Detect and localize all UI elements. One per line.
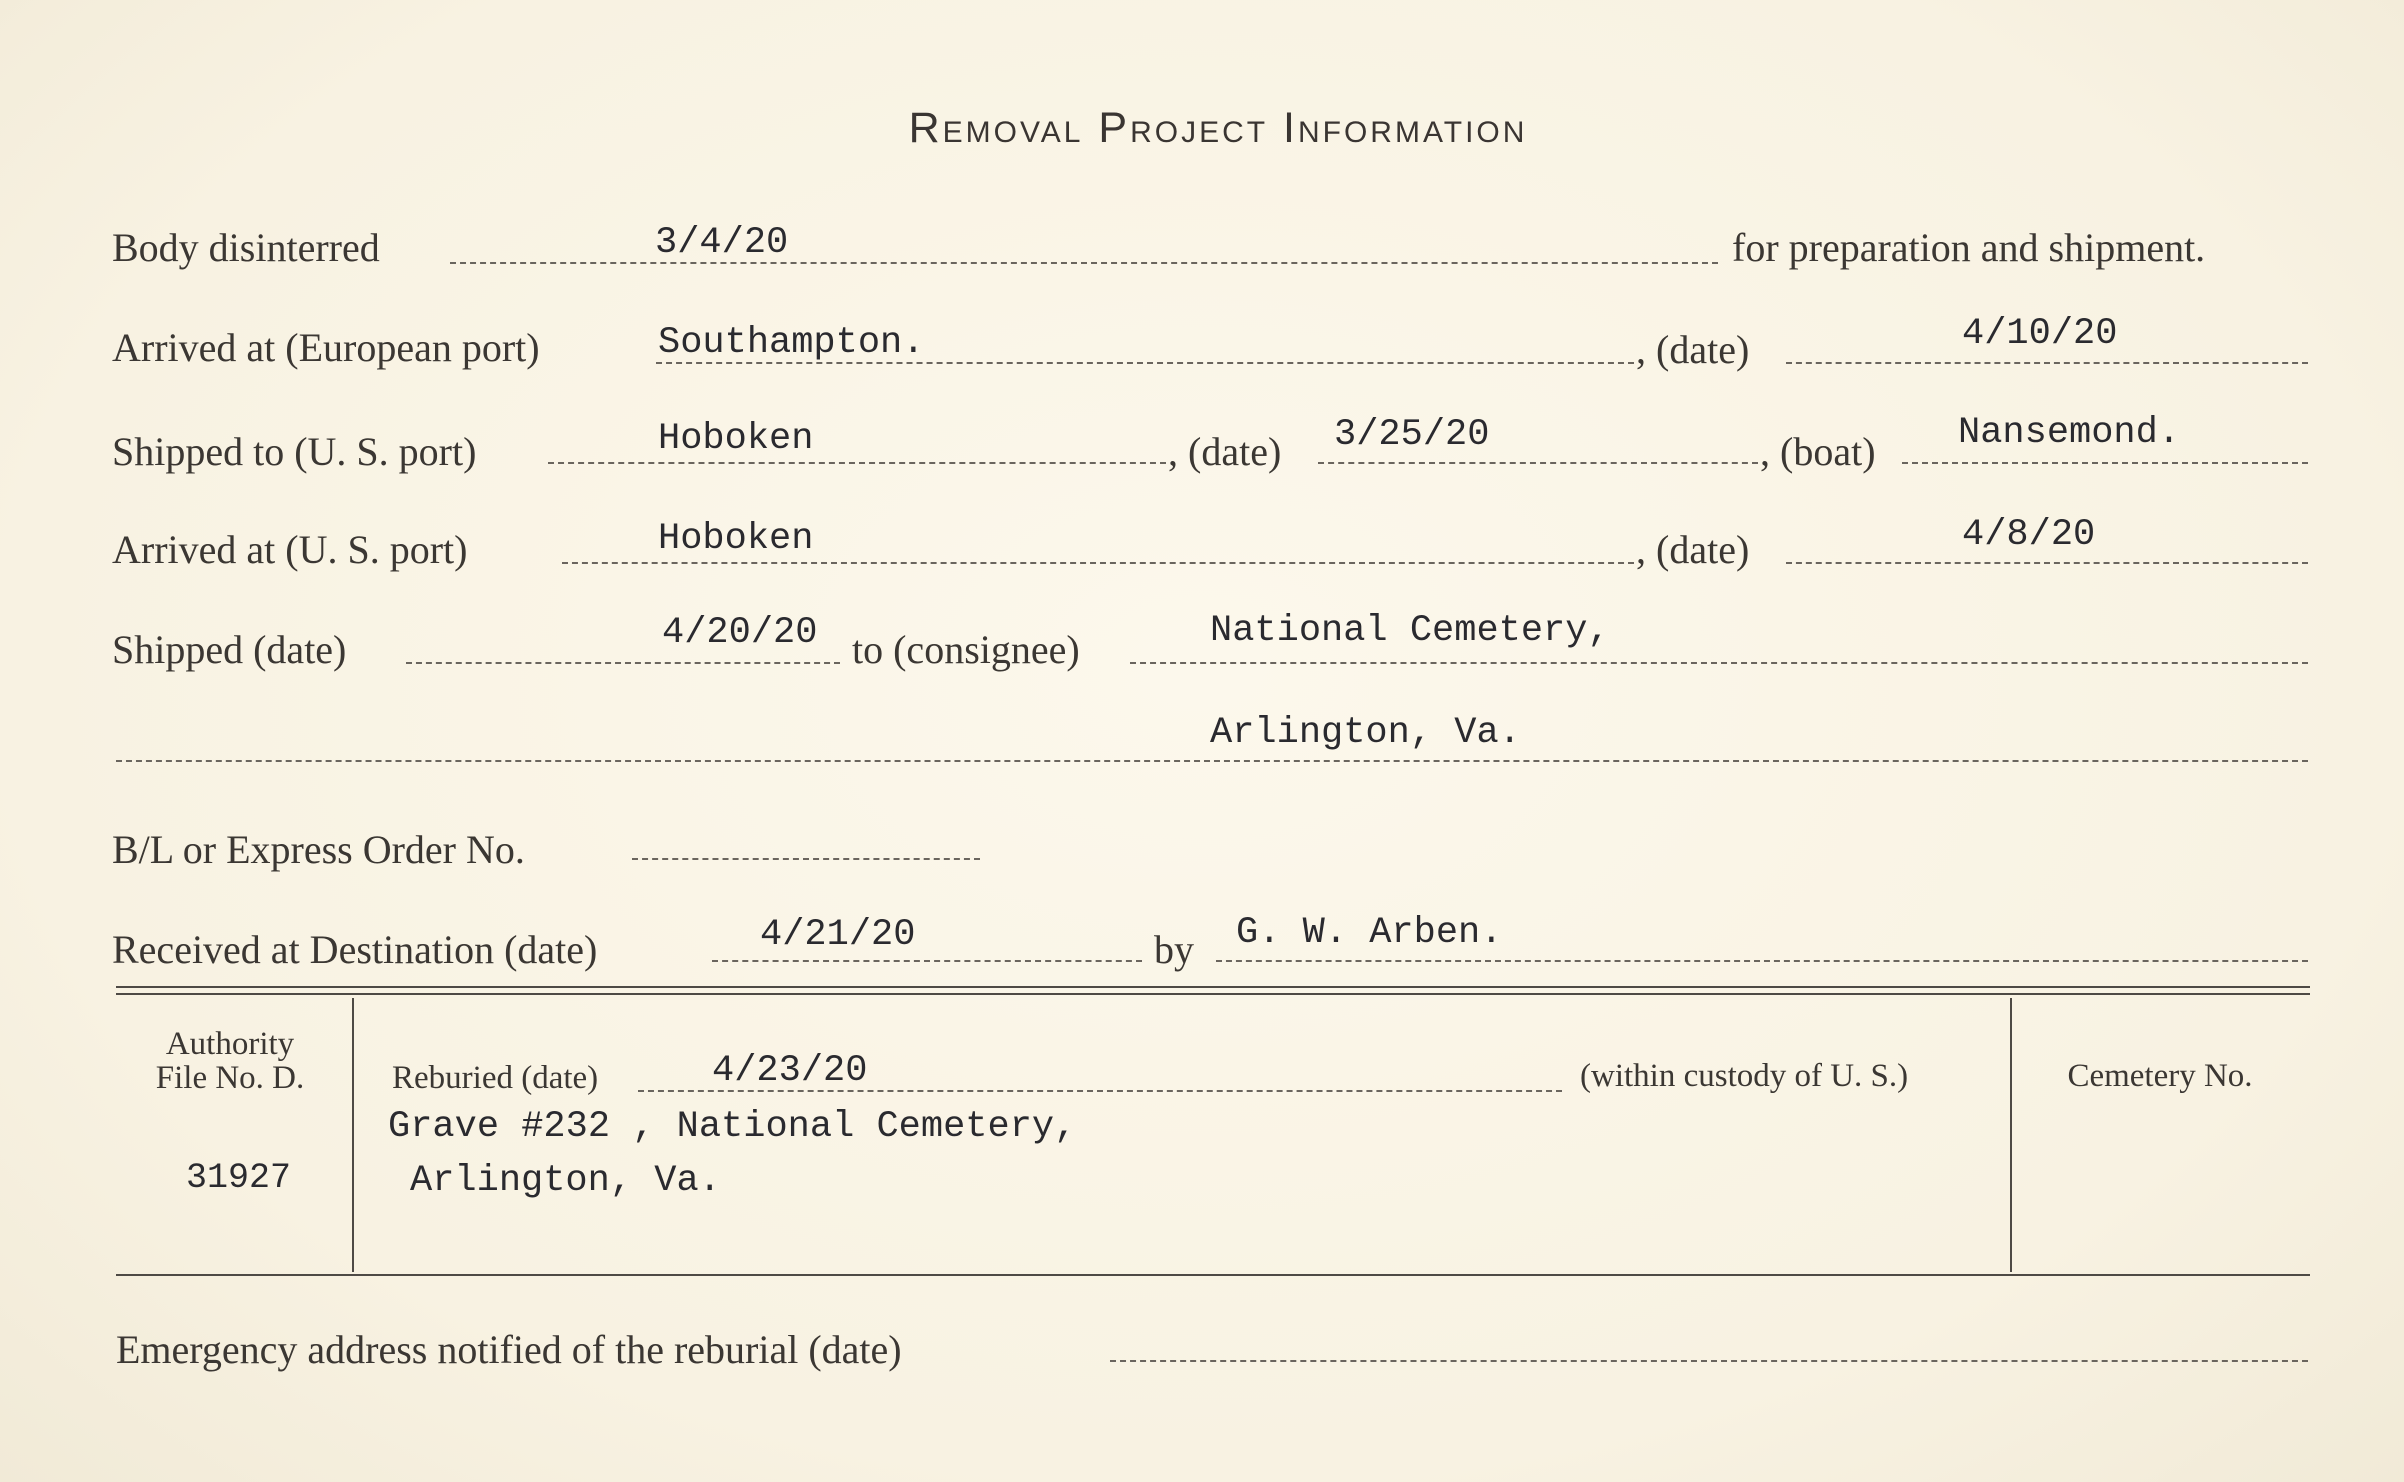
bl-order-label: B/L or Express Order No. xyxy=(112,827,525,872)
authority-number: 31927 xyxy=(186,1158,292,1198)
table-top-rule-1 xyxy=(116,986,2310,988)
received-date-line xyxy=(712,960,1142,962)
table-divider-left xyxy=(352,998,354,1272)
consignee-line-1: National Cemetery, xyxy=(1210,610,1610,652)
shipped-us-boat: Nansemond. xyxy=(1958,412,2181,454)
emergency-label: Emergency address notified of the reburial (date) xyxy=(116,1327,902,1372)
arrived-european-date-label: , (date) xyxy=(1636,327,1750,372)
body-disinterred-suffix: for preparation and shipment. xyxy=(1732,225,2206,270)
body-disinterred-label: Body disinterred xyxy=(112,225,380,270)
table-divider-right xyxy=(2010,998,2012,1272)
arrived-us-line xyxy=(562,562,1634,564)
arrived-us-value: Hoboken xyxy=(658,518,814,560)
arrived-european-value: Southampton. xyxy=(658,322,925,364)
table-top-rule-2 xyxy=(116,993,2310,995)
consignee-line xyxy=(1130,662,2308,664)
arrived-european-label: Arrived at (European port) xyxy=(112,325,540,370)
body-disinterred-value: 3/4/20 xyxy=(655,222,789,264)
received-by-label: by xyxy=(1154,927,1194,972)
arrived-european-date: 4/10/20 xyxy=(1962,313,2118,355)
emergency-line xyxy=(1110,1360,2308,1362)
consignee-line-2: Arlington, Va. xyxy=(1210,712,1521,754)
shipped-date-label: Shipped (date) xyxy=(112,627,347,672)
bl-order-line xyxy=(632,858,980,860)
grave-line-2: Arlington, Va. xyxy=(410,1160,721,1202)
body-disinterred-line xyxy=(450,262,1718,264)
received-by: G. W. Arben. xyxy=(1236,912,1503,954)
shipped-us-date-label: , (date) xyxy=(1168,429,1282,474)
arrived-us-label: Arrived at (U. S. port) xyxy=(112,527,468,572)
card-title: Removal Project Information xyxy=(908,104,1528,152)
shipped-date-line xyxy=(406,662,840,664)
shipped-us-line xyxy=(548,462,1166,464)
shipped-us-value: Hoboken xyxy=(658,418,814,460)
received-date: 4/21/20 xyxy=(760,914,916,956)
arrived-us-date-line xyxy=(1786,562,2308,564)
shipped-us-boat-line xyxy=(1902,462,2308,464)
shipped-us-date-line xyxy=(1318,462,1758,464)
arrived-us-date-label: , (date) xyxy=(1636,527,1750,572)
received-label: Received at Destination (date) xyxy=(112,927,598,972)
shipped-us-boat-label: , (boat) xyxy=(1760,429,1876,474)
reburied-label: Reburied (date) xyxy=(392,1060,599,1096)
table-bottom-rule xyxy=(116,1274,2310,1276)
shipped-us-label: Shipped to (U. S. port) xyxy=(112,429,477,474)
arrived-us-date: 4/8/20 xyxy=(1962,514,2096,556)
authority-label-2: File No. D. xyxy=(155,1060,305,1096)
received-by-line xyxy=(1216,960,2308,962)
authority-label-1: Authority xyxy=(165,1026,295,1062)
grave-line-1: Grave #232 , National Cemetery, xyxy=(388,1106,1077,1148)
reburied-date: 4/23/20 xyxy=(712,1050,868,1092)
cemetery-no-label: Cemetery No. xyxy=(2067,1058,2253,1094)
consignee-line-2-rule xyxy=(116,760,2308,762)
consignee-label: to (consignee) xyxy=(852,627,1080,672)
custody-label: (within custody of U. S.) xyxy=(1580,1058,1909,1094)
shipped-date-value: 4/20/20 xyxy=(662,612,818,654)
arrived-european-date-line xyxy=(1786,362,2308,364)
shipped-us-date: 3/25/20 xyxy=(1334,414,1490,456)
